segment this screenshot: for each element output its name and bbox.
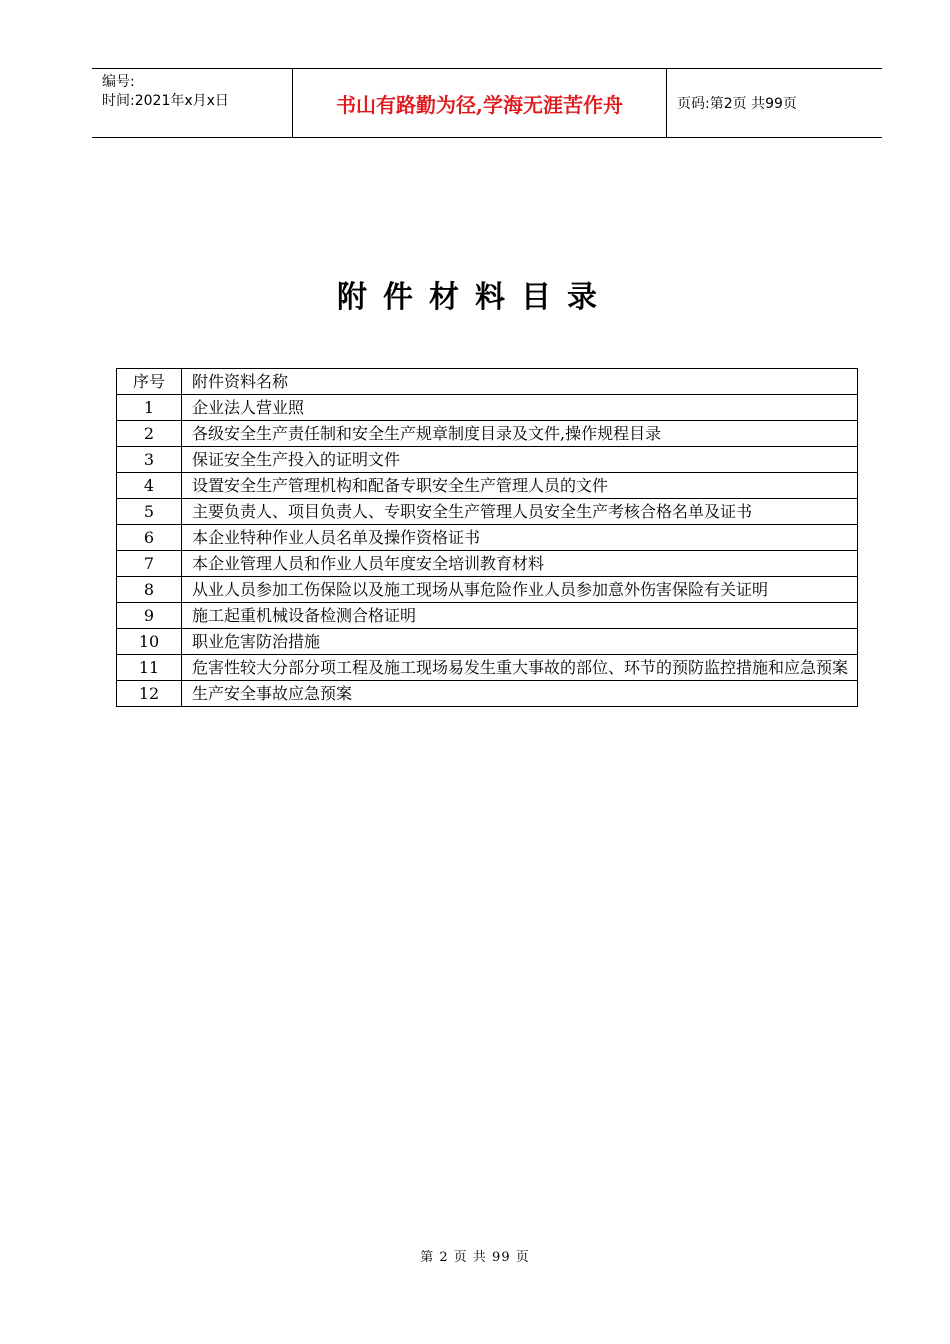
table-row [117, 395, 858, 421]
row-name: 本企业管理人员和作业人员年度安全培训教育材料 [182, 551, 858, 577]
header-meta [92, 69, 293, 137]
document-time: 时间:2021年x月x日 [102, 93, 229, 109]
row-number: 4 [117, 473, 182, 499]
table-row [117, 421, 858, 447]
table-row [117, 499, 858, 525]
table-header-row [117, 369, 858, 395]
page-header [92, 68, 882, 138]
row-name: 危害性较大分部分项工程及施工现场易发生重大事故的部位、环节的预防监控措施和应急预案 [182, 655, 858, 681]
row-name: 各级安全生产责任制和安全生产规章制度目录及文件,操作规程目录 [182, 421, 858, 447]
row-number: 12 [117, 681, 182, 707]
row-name: 设置安全生产管理机构和配备专职安全生产管理人员的文件 [182, 473, 858, 499]
table-row [117, 603, 858, 629]
row-number: 10 [117, 629, 182, 655]
header-page-info: 页码:第2页 共99页 [677, 96, 797, 112]
table-row [117, 525, 858, 551]
header-motto: 书山有路勤为径,学海无涯苦作舟 [293, 69, 667, 137]
row-number: 2 [117, 421, 182, 447]
row-number: 8 [117, 577, 182, 603]
page-footer: 第 2 页 共 99 页 [420, 1250, 530, 1265]
table-row [117, 551, 858, 577]
table-row [117, 681, 858, 707]
row-number: 1 [117, 395, 182, 421]
column-header-name: 附件资料名称 [182, 369, 858, 395]
row-number: 5 [117, 499, 182, 525]
table-row [117, 473, 858, 499]
row-number: 6 [117, 525, 182, 551]
table-row [117, 447, 858, 473]
table-row [117, 629, 858, 655]
column-header-number: 序号 [117, 369, 182, 395]
row-name: 企业法人营业照 [182, 395, 858, 421]
row-name: 从业人员参加工伤保险以及施工现场从事危险作业人员参加意外伤害保险有关证明 [182, 577, 858, 603]
row-name: 施工起重机械设备检测合格证明 [182, 603, 858, 629]
row-name: 主要负责人、项目负责人、专职安全生产管理人员安全生产考核合格名单及证书 [182, 499, 858, 525]
row-number: 9 [117, 603, 182, 629]
attachment-table [116, 368, 858, 707]
page-title: 附件材料目录 [337, 280, 613, 315]
row-name: 本企业特种作业人员名单及操作资格证书 [182, 525, 858, 551]
row-number: 3 [117, 447, 182, 473]
row-name: 生产安全事故应急预案 [182, 681, 858, 707]
row-name: 保证安全生产投入的证明文件 [182, 447, 858, 473]
row-number: 7 [117, 551, 182, 577]
table-row [117, 655, 858, 681]
row-name: 职业危害防治措施 [182, 629, 858, 655]
table-row [117, 577, 858, 603]
row-number: 11 [117, 655, 182, 681]
document-number-label: 编号: [102, 74, 135, 90]
